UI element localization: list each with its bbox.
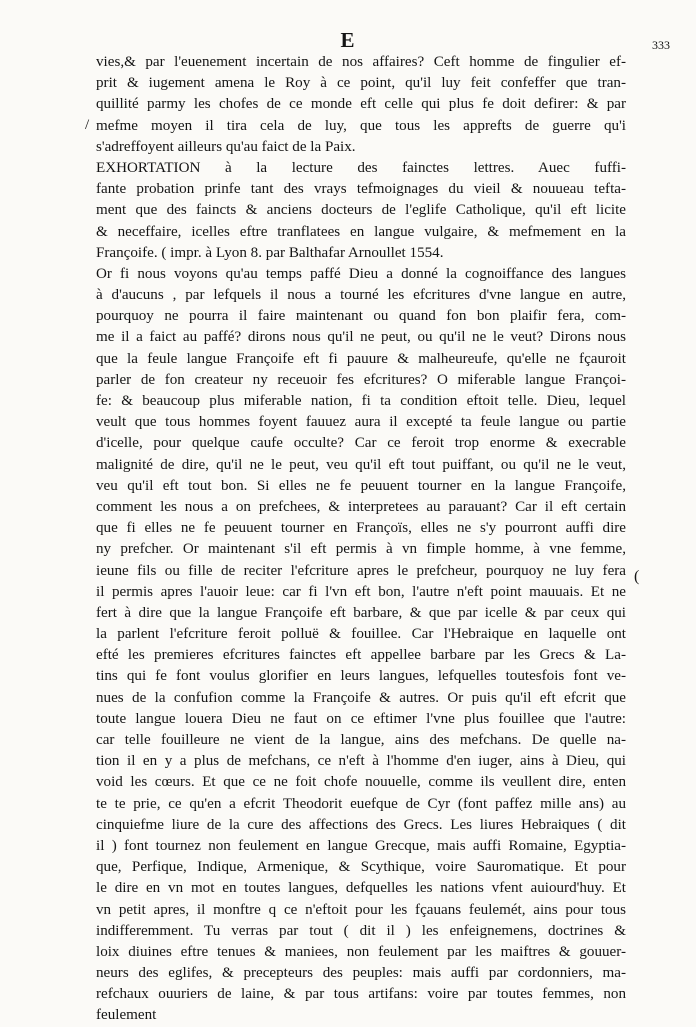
text-line: le dire en vn mot en toutes langues, defquelles les nations vfent auiourd'huy. Et (96, 880, 626, 897)
text-line: veu qu'il eft tout bon. Si elles ne fe peuuent tourner en la langue Françoife, (96, 477, 626, 494)
text-line: refchaux ouuriers de laine, & par tous artifans: voire par toutes femmes, non (96, 986, 626, 1003)
text-line: feulement (96, 1007, 157, 1024)
text-line: Françoife. ( impr. à Lyon 8. par Balthafar Arnoullet 1554. (96, 244, 444, 261)
text-line: vn petit apres, il monftre q ce n'eftoit pour les fçauans feulemét, ains pour tous (96, 901, 626, 918)
text-line: & neceffaire, icelles eftre tranflatees en langue vulgaire, & mefmement en la (96, 223, 626, 240)
text-line: que, Perfique, Indique, Armenique, & Scythique, voire Sauromatique. Et pour (96, 859, 626, 876)
text-line: que fi elles ne fe peuuent tourner en Françoïs, elles ne s'y pourront auffi dire (96, 520, 626, 537)
text-line: Or fi nous voyons qu'au temps paffé Dieu a donné la cognoiffance des langues (96, 265, 626, 282)
text-line: loix diuines eftre tenues & maniees, non feulement par les maiftres & gouuer- (96, 943, 626, 960)
text-line: cinquiefme liure de la cure des affections des Grecs. Les liures Hebraiques ( dit (96, 816, 626, 833)
text-line: fert à dire que la langue Françoife eft barbare, & que par icelle & par ceux qui (96, 604, 626, 621)
text-line: s'adreffoyent ailleurs qu'au faict de la Paix. (96, 138, 356, 155)
text-line: tins qui fe font voulus glorifier en leurs langues, lefquelles toutesfois font ve- (96, 668, 626, 685)
text-line: prit & iugement amena le Roy à ce point, qu'il luy feit confeffer que tran- (96, 75, 626, 92)
text-line: ieune fils ou fille de reciter l'efcriture apres le prefcheur, pourquoy ne luy fera (96, 562, 626, 579)
text-line: parler de fon createur ny receuoir fes efcritures? O miferable langue Françoi- (96, 371, 626, 388)
text-line: pourquoy ne pourra il faire maintenant ou quand fon bon plaifir fera, com- (96, 308, 626, 325)
text-line: quillité parmy les chofes de ce monde eft celle qui plus fe doit defirer: & par (96, 96, 626, 113)
text-line: il ) font tournez non feulement en langue Grecque, mais auffi Romaine, Egyptia- (96, 837, 626, 854)
right-margin-mark: ( (634, 568, 640, 585)
text-line: EXHORTATION à la lecture des fainctes lettres. Auec fuffi- (96, 159, 626, 176)
body-text (96, 52, 626, 1027)
signature-letter: E (340, 28, 356, 52)
text-line: comment les nous a on prefchees, & interpretees au parauant? Car il eft certain (96, 498, 626, 515)
text-line: à d'aucuns , par lefquels il nous a tourné les efcritures d'vne langue en autre, (96, 287, 626, 304)
text-line: vies,& par l'euenement incertain de nos affaires? Ceft homme de fingulier ef- (96, 54, 626, 70)
text-line: la parlent l'efcriture feroit polluë & fouillee. Car l'Hebraique en laquelle ont (96, 626, 626, 643)
text-line: tion il en y a plus de mefchans, ce n'eft à l'homme d'en iuger, ains à Dieu, qui (96, 753, 626, 770)
text-line: mefme moyen il tira cela de luy, que tous les apprefts de guerre qu'i (96, 117, 626, 134)
text-line: neurs des eglifes, & precepteurs des peuples: mais auffi par cordonniers, ma- (96, 965, 626, 982)
text-line: indifferemment. Tu verras par tout ( dit il ) les enfeignemens, doctrines & (96, 922, 626, 939)
text-line: il permis apres l'auoir leue: car fi l'vn eft bon, l'autre n'eft point mauuais. Et ne (96, 583, 626, 600)
text-line: fante probation prinfe tant des vrays tefmoignages du vieil & nouueau tefta- (96, 181, 626, 198)
text-line: me il a faict au paffé? dirons nous qu'il ne peut, ou qu'il ne le veut? Dirons nous (96, 329, 626, 346)
text-line: car telle fouilleure ne vient de la langue, ains des mefchans. De quelle na- (96, 732, 626, 748)
text-line: ment que des faincts & anciens docteurs de l'eglife Catholique, qu'il eft licite (96, 202, 626, 219)
page-number: 333 (652, 38, 670, 52)
text-line: ny prefcher. Or maintenant s'il eft permis à vn fimple homme, à vne femme, (96, 541, 626, 558)
text-line: toute langue louera Dieu ne faut on ce eftimer l'vne plus fouillee que l'autre: (96, 710, 626, 727)
left-margin-mark: / (85, 117, 90, 133)
text-line: efté les premieres efcritures fainctes eft appellee barbare par les Grecs & La- (96, 647, 626, 664)
text-line: d'icelle, pour quelque caufe occulte? Car ce feroit trop enorme & execrable (96, 435, 626, 452)
text-line: veult que tous hommes foyent fauuez aura il excepté ta feule langue ou partie (96, 414, 626, 431)
text-line: void les cœurs. Et que ce ne foit chofe nouuelle, comme ils veullent dire, enten (96, 774, 626, 791)
text-line: que la feule langue Françoife eft fi pauure & malheureufe, qu'elle ne fçauroit (96, 350, 626, 367)
text-line: fe: & beaucoup plus miferable nation, fi ta condition eftoit telle. Dieu, lequel (96, 393, 626, 409)
text-line: nues de la confufion comme la Françoife & autres. Or puis qu'il eft efcrit que (96, 689, 626, 706)
text-line: malignité de dire, qu'il ne le peut, veu qu'il eft tout puiffant, ou qu'il ne le veut, (96, 456, 626, 473)
text-line: te te prie, ce qu'en a efcrit Theodorit euefque de Cyr (font paffez mille ans) au (96, 795, 626, 812)
